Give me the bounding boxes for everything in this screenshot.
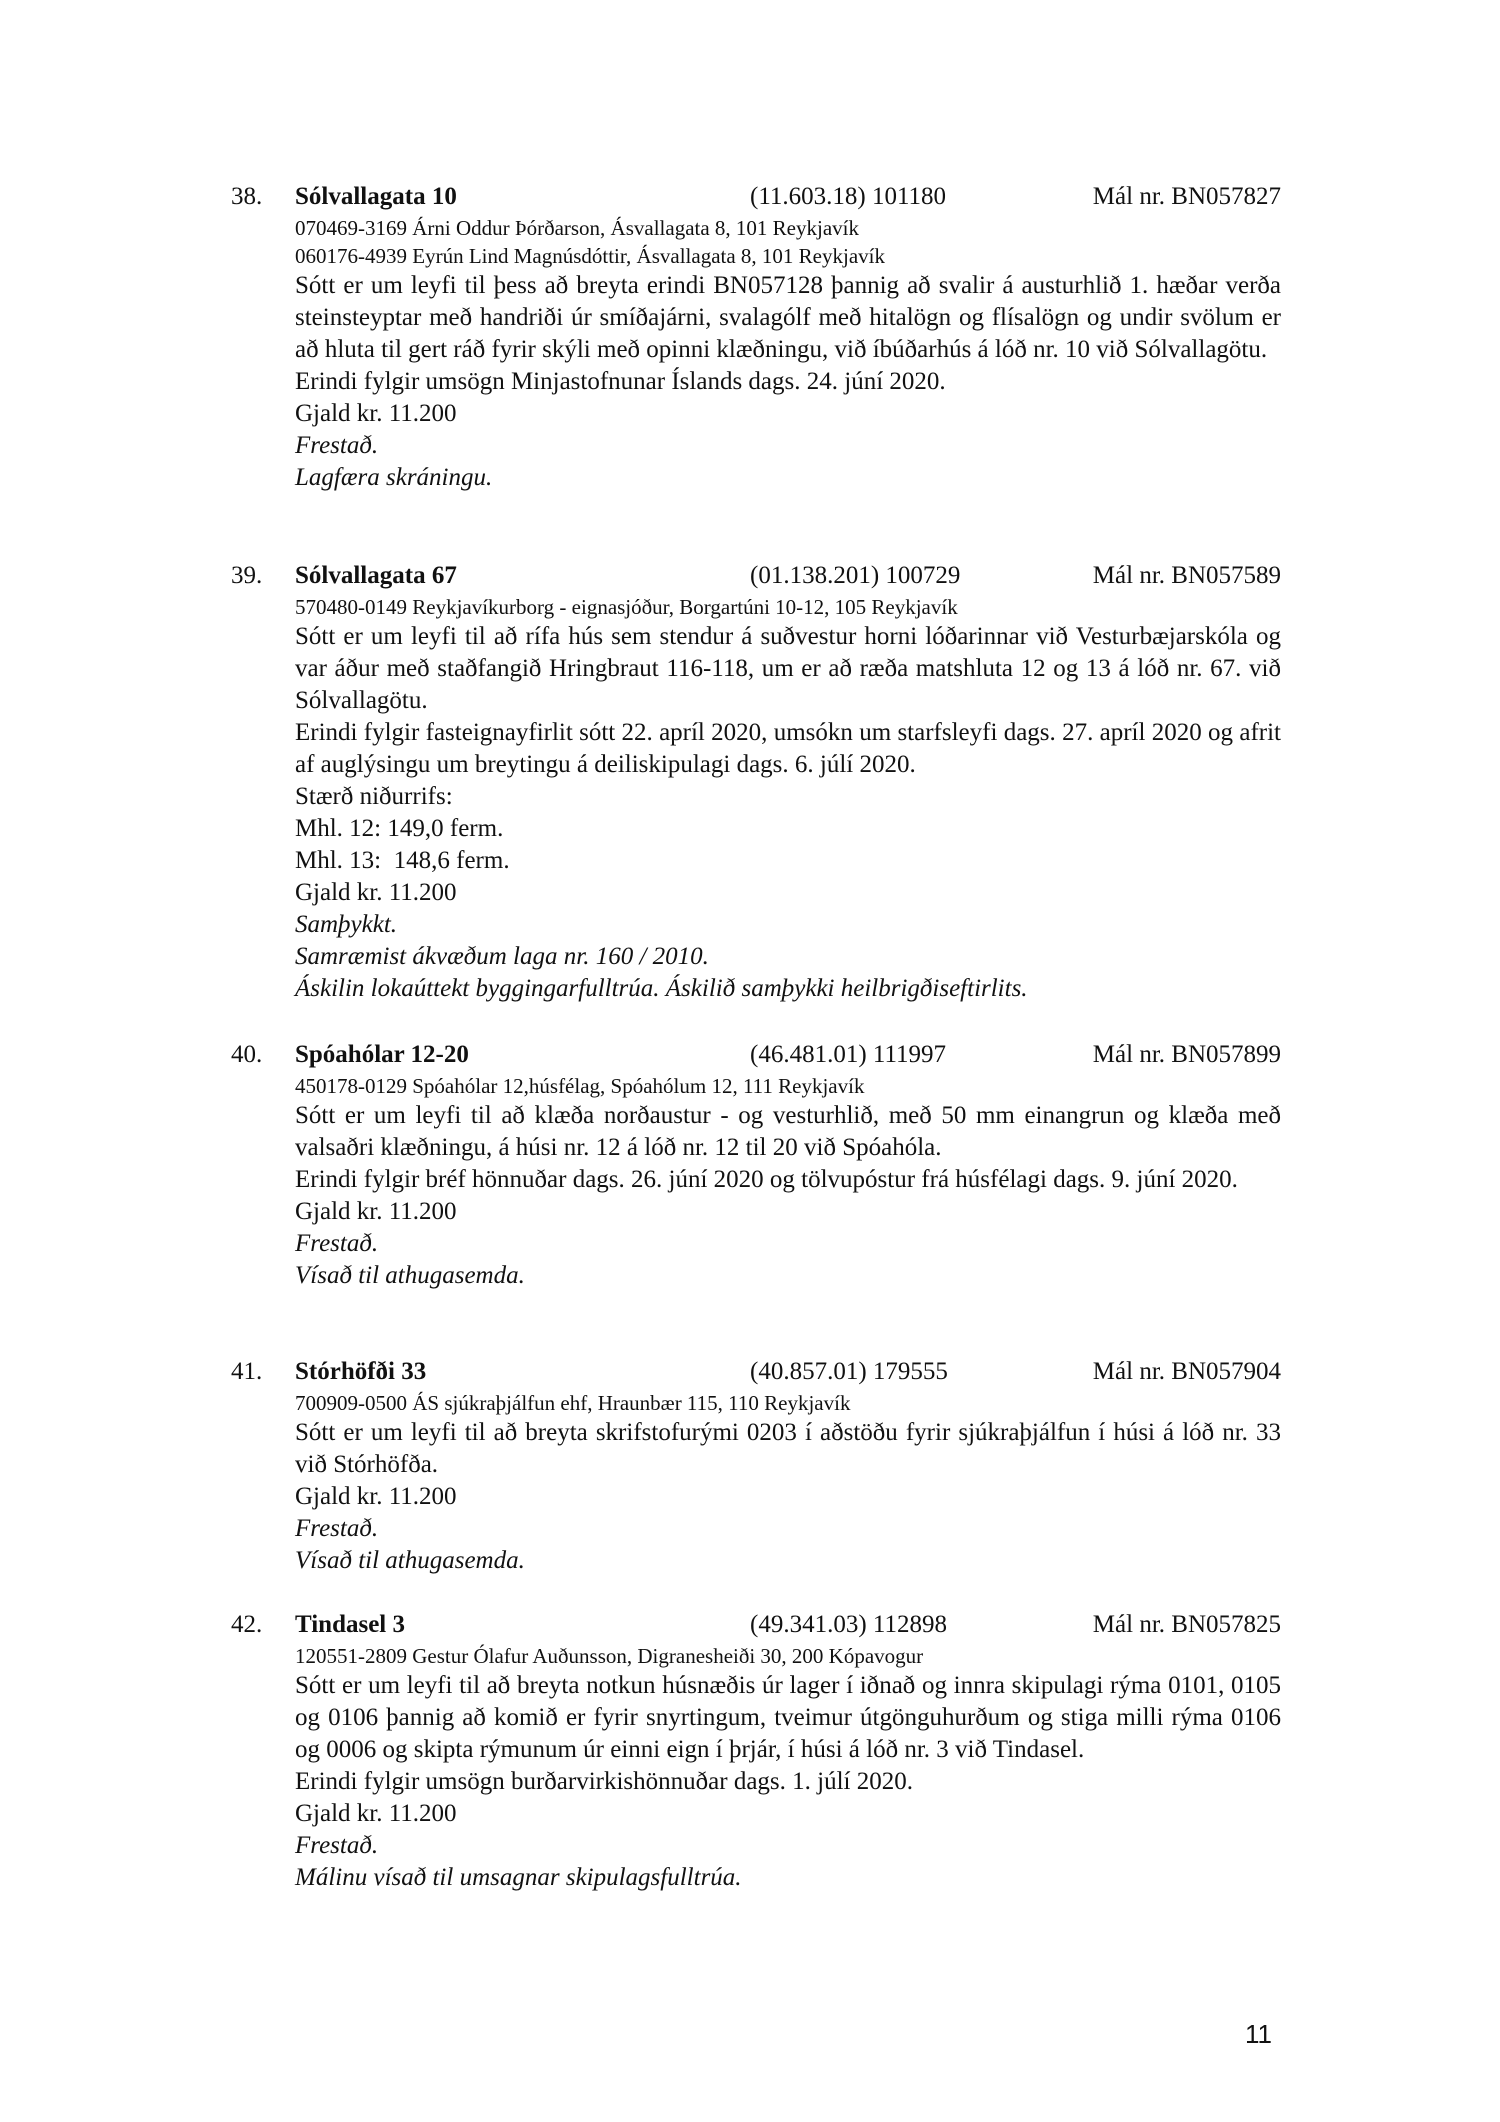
entry-header — [231, 180, 1281, 214]
entry-reference: (01.138.201) 100729 — [750, 562, 961, 589]
entry-decision: Frestað. — [295, 1832, 379, 1859]
applicant-line: 120551-2809 Gestur Ólafur Auðunsson, Digranesheiði 30, 200 Kópavogur — [295, 1644, 924, 1668]
entry-header — [231, 559, 1281, 593]
entry-number: 41. — [231, 1358, 263, 1385]
case-entry — [231, 1038, 1281, 1292]
entry-fee: Gjald kr. 11.200 — [295, 1198, 457, 1225]
entry-decision: Frestað. — [295, 1515, 379, 1542]
entry-title: Tindasel 3 — [295, 1611, 405, 1638]
entry-description: Sótt er um leyfi til að breyta skrifstofurými 0203 í aðstöðu fyrir sjúkraþjálfun í húsi á lóð nr. 33 við Stórhöfða. — [295, 1419, 1281, 1478]
entry-reference: (11.603.18) 101180 — [750, 183, 947, 210]
case-entry — [231, 180, 1281, 494]
applicant-line: 060176-4939 Eyrún Lind Magnúsdóttir, Ásvallagata 8, 101 Reykjavík — [295, 244, 885, 268]
entry-title: Stórhöfði 33 — [295, 1358, 427, 1385]
case-entry — [231, 559, 1281, 1005]
case-entry — [231, 1608, 1281, 1894]
entry-decision-note: Vísað til athugasemda. — [295, 1262, 525, 1289]
entry-reference: (46.481.01) 111997 — [750, 1041, 947, 1068]
entry-attachments: Erindi fylgir umsögn burðarvirkishönnuðar dags. 1. júlí 2020. — [295, 1768, 913, 1795]
entry-number: 40. — [231, 1041, 263, 1068]
entry-header — [231, 1355, 1281, 1389]
entry-description: Sótt er um leyfi til að klæða norðaustur - og vesturhlið, með 50 mm einangrun og klæða með valsaðri klæðningu, á húsi nr. 12 á lóð nr. 12 til 20 við Spóahóla. — [295, 1102, 1281, 1161]
entry-title: Sólvallagata 67 — [295, 562, 457, 589]
entry-header — [231, 1608, 1281, 1642]
entry-decision-note: Lagfæra skráningu. — [295, 464, 493, 491]
entry-attachments: Erindi fylgir umsögn Minjastofnunar Íslands dags. 24. júní 2020. — [295, 368, 946, 395]
applicant-line: 570480-0149 Reykjavíkurborg - eignasjóður, Borgartúni 10-12, 105 Reykjavík — [295, 595, 958, 619]
entry-detail: Stærð niðurrifs: — [295, 783, 453, 810]
entry-number: 42. — [231, 1611, 263, 1638]
entry-fee: Gjald kr. 11.200 — [295, 1483, 457, 1510]
entry-title: Spóahólar 12-20 — [295, 1041, 469, 1068]
entry-attachments: Erindi fylgir fasteignayfirlit sótt 22. apríl 2020, umsókn um starfsleyfi dags. 27. apríl 2020 og afrit af auglýsingu um breytingu á deiliskipulagi dags. 6. júlí 2020. — [295, 719, 1281, 778]
entry-decision: Frestað. — [295, 432, 379, 459]
entry-decision: Samþykkt. — [295, 911, 398, 938]
entry-description: Sótt er um leyfi til að rífa hús sem stendur á suðvestur horni lóðarinnar við Vesturbæjarskóla og var áður með staðfangið Hringbraut 116-118, um er að ræða matshluta 12 og 13 á lóð nr. 67. við Sólvallagötu. — [295, 623, 1281, 714]
entry-reference: (49.341.03) 112898 — [750, 1611, 947, 1638]
entry-case-number: Mál nr. BN057899 — [1092, 1041, 1281, 1068]
entry-decision-note: Málinu vísað til umsagnar skipulagsfulltrúa. — [295, 1864, 742, 1891]
entry-decision-note: Vísað til athugasemda. — [295, 1547, 525, 1574]
entry-header — [231, 1038, 1281, 1072]
entry-decision-note: Áskilin lokaúttekt byggingarfulltrúa. Áskilið samþykki heilbrigðiseftirlits. — [295, 975, 1028, 1002]
entry-fee: Gjald kr. 11.200 — [295, 400, 457, 427]
page-number: 11 — [1245, 2019, 1272, 2049]
entry-case-number: Mál nr. BN057827 — [1092, 183, 1281, 210]
entry-number: 38. — [231, 183, 263, 210]
entry-case-number: Mál nr. BN057904 — [1092, 1358, 1281, 1385]
case-entry — [231, 1355, 1281, 1577]
entry-attachments: Erindi fylgir bréf hönnuðar dags. 26. júní 2020 og tölvupóstur frá húsfélagi dags. 9. júní 2020. — [295, 1166, 1238, 1193]
applicant-line: 070469-3169 Árni Oddur Þórðarson, Ásvallagata 8, 101 Reykjavík — [295, 216, 859, 240]
entry-number: 39. — [231, 562, 263, 589]
entry-decision-note: Samræmist ákvæðum laga nr. 160 / 2010. — [295, 943, 709, 970]
entry-detail: Mhl. 13: 148,6 ferm. — [295, 847, 510, 874]
entry-description: Sótt er um leyfi til þess að breyta erindi BN057128 þannig að svalir á austurhlið 1. hæðar verða steinsteyptar með handriði úr smíðajárni, svalagólf með hitalögn og flísalögn og undir svölum er að hluta til gert ráð fyrir skýli með opinni klæðningu, við íbúðarhús á lóð nr. 10 við Sólvallagötu. — [295, 272, 1281, 363]
entry-fee: Gjald kr. 11.200 — [295, 879, 457, 906]
applicant-line: 700909-0500 ÁS sjúkraþjálfun ehf, Hraunbær 115, 110 Reykjavík — [295, 1391, 851, 1415]
applicant-line: 450178-0129 Spóahólar 12,húsfélag, Spóahólum 12, 111 Reykjavík — [295, 1074, 865, 1098]
entry-title: Sólvallagata 10 — [295, 183, 457, 210]
entry-description: Sótt er um leyfi til að breyta notkun húsnæðis úr lager í iðnað og innra skipulagi rýma 0101, 0105 og 0106 þannig að komið er fyrir snyrtingum, tveimur útgönguhurðum og stiga milli rýma 0106 og 0006 og skipta rýmunum úr einni eign í þrjár, í húsi á lóð nr. 3 við Tindasel. — [295, 1672, 1281, 1763]
entry-decision: Frestað. — [295, 1230, 379, 1257]
entry-case-number: Mál nr. BN057825 — [1092, 1611, 1281, 1638]
entry-detail: Mhl. 12: 149,0 ferm. — [295, 815, 504, 842]
entry-reference: (40.857.01) 179555 — [750, 1358, 948, 1385]
entry-case-number: Mál nr. BN057589 — [1092, 562, 1281, 589]
entry-fee: Gjald kr. 11.200 — [295, 1800, 457, 1827]
